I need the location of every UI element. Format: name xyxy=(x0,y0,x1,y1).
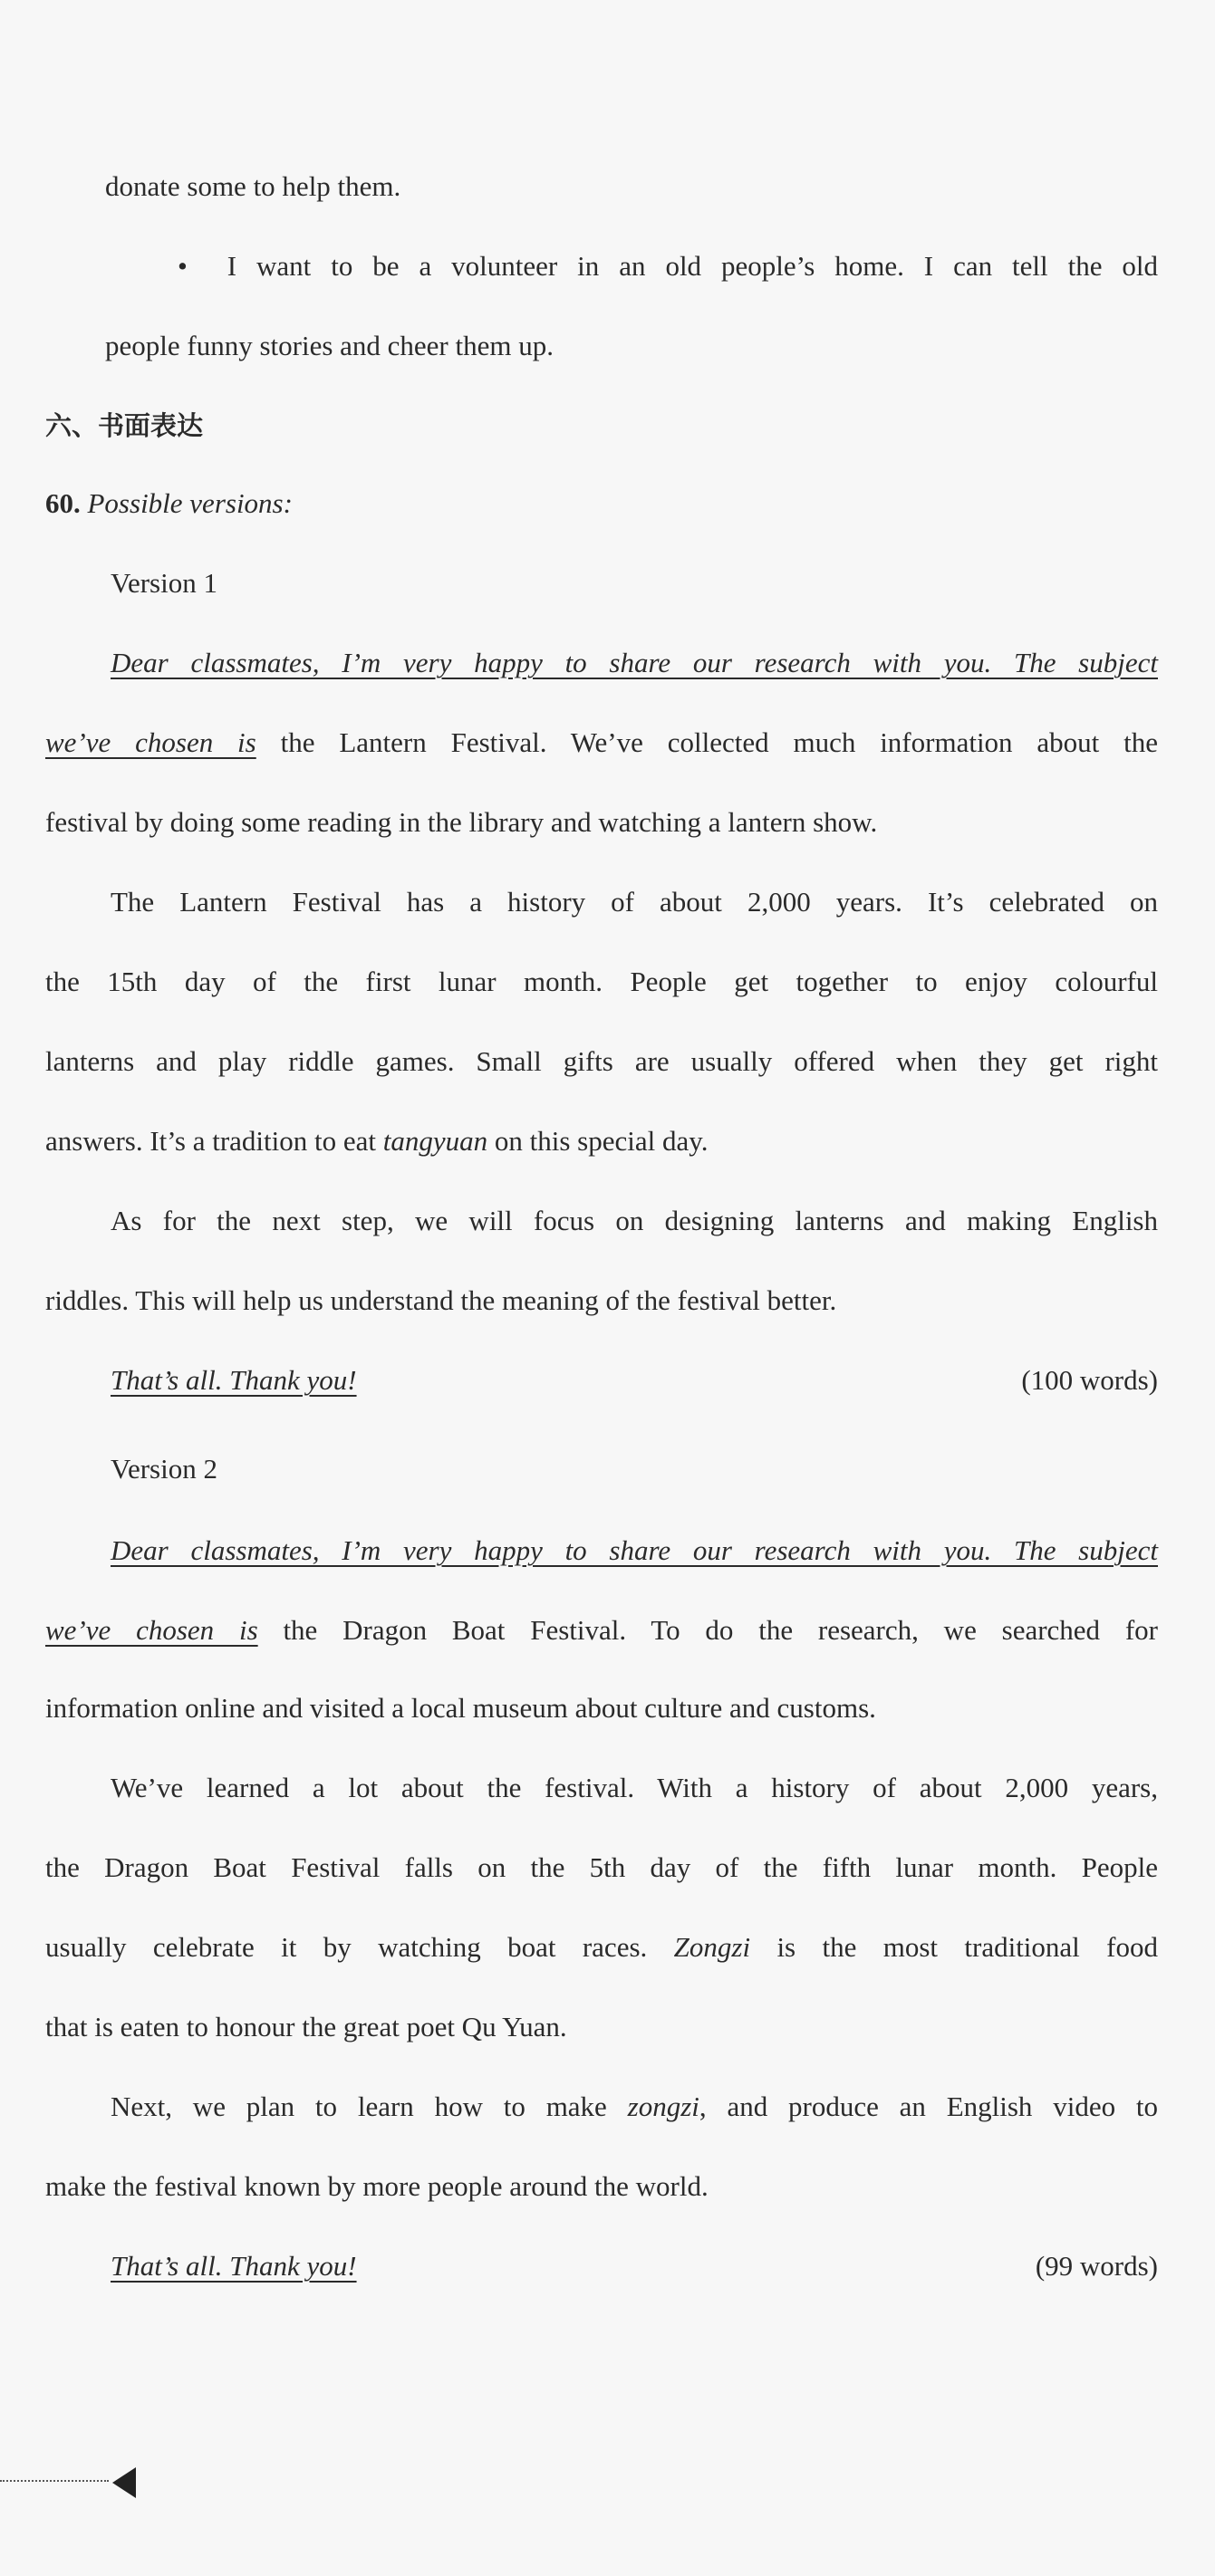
possible-versions-label: Possible versions: xyxy=(87,487,293,519)
v1-tangyuan-word: tangyuan xyxy=(382,1125,488,1157)
v1-p2-line-3: lanterns and play riddle games. Small gifts are usually offered when they get right xyxy=(45,1045,1158,1077)
v1-p1-line-2 xyxy=(45,725,1158,761)
v2-p2-line-3 xyxy=(45,1929,1158,1966)
v2-zongzi-word: Zongzi xyxy=(673,1931,751,1963)
v2-p1-line-2-rest: the Dragon Boat Festival. To do the research, we searched for xyxy=(283,1614,1158,1646)
v1-p1-line-2-rest: the Lantern Festival. We’ve collected much information about the xyxy=(280,726,1158,758)
v2-zongzi-word-2: zongzi xyxy=(627,2091,699,2122)
v2-p3-line-1-a: Next, we plan to learn how to make xyxy=(111,2091,607,2122)
v2-p3-line-2: make the festival known by more people around the world. xyxy=(45,2170,709,2202)
section-heading: 六、书面表达 xyxy=(45,410,204,441)
v2-greeting-line: Dear classmates, I’m very happy to share our research with you. The subject xyxy=(111,1534,1158,1566)
page-arrow-left-icon xyxy=(112,2467,136,2498)
prev-answer-bullet-line xyxy=(178,248,1158,284)
v2-p2-line-3-a: usually celebrate it by watching boat races. xyxy=(45,1931,648,1963)
v1-p2-line-4-a: answers. It’s a tradition to eat xyxy=(45,1125,377,1157)
question-number: 60. xyxy=(45,487,81,519)
v1-p2-line-1: The Lantern Festival has a history of about 2,000 years. It’s celebrated on xyxy=(111,886,1158,918)
v1-p2-line-4 xyxy=(45,1123,709,1159)
v2-p2-line-1: We’ve learned a lot about the festival. With a history of about 2,000 years, xyxy=(111,1772,1158,1803)
v2-p2-line-3-b: is the most traditional food xyxy=(776,1931,1158,1963)
v1-closing: That’s all. Thank you! xyxy=(111,1364,357,1396)
version-1-title: Version 1 xyxy=(111,567,217,599)
v1-p3-line-2: riddles. This will help us understand the meaning of the festival better. xyxy=(45,1284,837,1316)
prev-answer-line-2: I want to be a volunteer in an old people’s home. I can tell the old xyxy=(227,250,1159,282)
v2-closing: That’s all. Thank you! xyxy=(111,2250,357,2282)
v2-p2-line-4: that is eaten to honour the great poet Qu Yuan. xyxy=(45,2011,567,2043)
prev-answer-line-3: people funny stories and cheer them up. xyxy=(105,330,554,361)
v1-p2-line-2: the 15th day of the first lunar month. People get together to enjoy colourful xyxy=(45,966,1158,997)
footer-dotted-rule xyxy=(0,2480,109,2482)
v1-p1-line-3: festival by doing some reading in the library and watching a lantern show. xyxy=(45,806,878,838)
v2-p3-line-1-b: , and produce an English video to xyxy=(699,2091,1159,2122)
v2-p1-line-2 xyxy=(45,1612,1158,1648)
bullet-icon: • xyxy=(178,250,188,282)
v2-p1-line-3: information online and visited a local museum about culture and customs. xyxy=(45,1692,876,1724)
prev-answer-line-1: donate some to help them. xyxy=(105,170,401,202)
question-label xyxy=(45,485,293,522)
v1-p3-line-1: As for the next step, we will focus on designing lanterns and making English xyxy=(111,1205,1158,1236)
version-2-title: Version 2 xyxy=(111,1453,217,1485)
v1-greeting-line: Dear classmates, I’m very happy to share our research with you. The subject xyxy=(111,647,1158,678)
v1-p2-line-4-b: on this special day. xyxy=(494,1125,709,1157)
v1-word-count: (100 words) xyxy=(1021,1364,1158,1396)
v2-p2-line-2: the Dragon Boat Festival falls on the 5th day of the fifth lunar month. People xyxy=(45,1851,1158,1883)
v2-p3-line-1 xyxy=(111,2089,1158,2125)
v1-subject-phrase: we’ve chosen is xyxy=(45,726,256,758)
v2-word-count: (99 words) xyxy=(1035,2250,1158,2282)
v2-subject-phrase: we’ve chosen is xyxy=(45,1614,258,1646)
